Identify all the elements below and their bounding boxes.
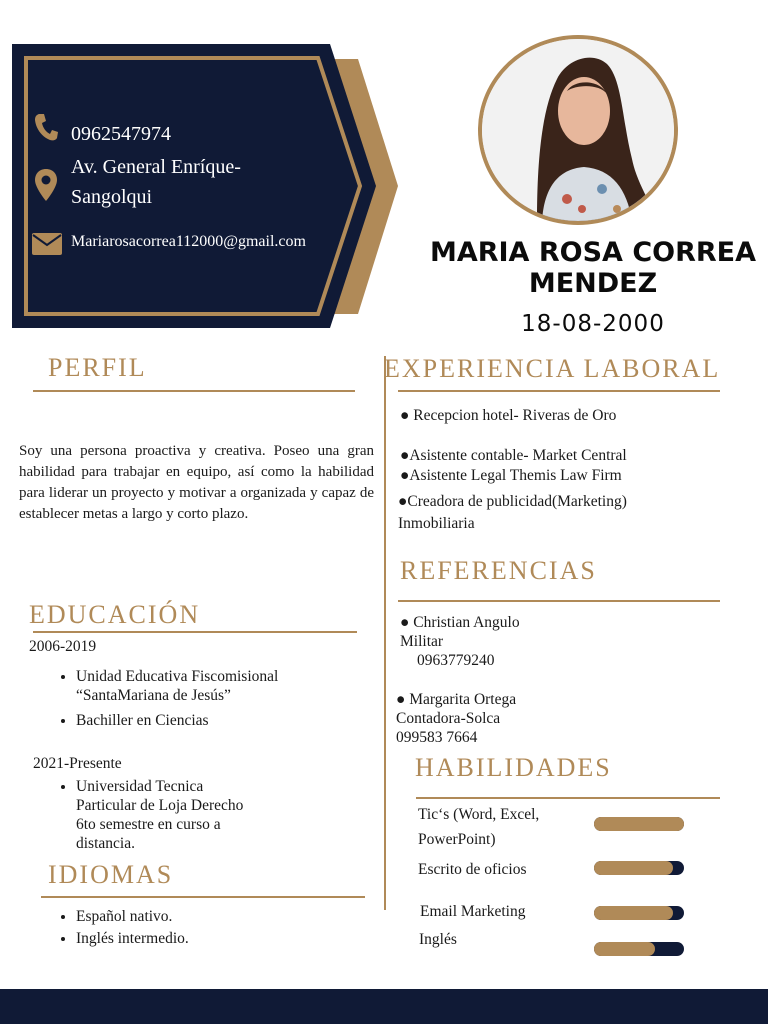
educacion-item: • Universidad Tecnica Particular de Loja Derecho 6to semestre en curso a distancia. [76,777,266,853]
perfil-rule [33,390,355,392]
email-text[interactable]: Mariarosacorrea112000@gmail.com [71,233,306,250]
skill-bar [594,942,684,956]
experiencia-item-1: ● Recepcion hotel- Riveras de Oro [400,407,617,424]
skill-bar-fill [594,906,673,920]
location-icon [34,168,58,206]
address-line-1: Av. General Enríque- [71,156,241,178]
phone-icon [34,112,58,146]
person-name [428,237,758,299]
reference-2-phone: 099583 7664 [396,729,478,746]
skill-bar [594,817,684,831]
habilidades-title: HABILIDADES [415,753,612,782]
educacion-rule [33,631,357,633]
skill-label-4: Inglés [419,931,457,948]
educacion-title: EDUCACIÓN [29,600,201,629]
address-line-2: Sangolqui [71,186,153,208]
experiencia-item-4: ●Creadora de publicidad(Marketing) Inmobiliaria [398,493,627,532]
educacion-period-2: 2021-Presente [33,755,122,772]
educacion-item: • Unidad Educativa Fiscomisional “SantaMariana de Jesús” [76,667,316,705]
experiencia-item-2: ●Asistente contable- Market Central [400,447,627,464]
educacion-period-1: 2006-2019 [29,638,97,655]
educacion-list-1 [58,667,316,730]
educacion-list-2 [58,777,266,853]
portrait-illustration [482,39,674,221]
phone-text: 0962547974 [71,123,171,145]
perfil-title: PERFIL [48,353,147,382]
skill-bar [594,861,684,875]
profile-photo [478,35,678,225]
column-divider [384,356,386,910]
contact-panel [12,44,402,329]
skill-bar-fill [594,861,673,875]
skill-label-1-line-2: PowerPoint) [418,831,496,848]
skill-label-1 [418,802,539,852]
reference-1-name: ● Christian Angulo [400,614,520,631]
experiencia-item-3: ●Asistente Legal Themis Law Firm [400,467,622,484]
reference-1-phone: 0963779240 [417,652,495,669]
experiencia-rule [398,390,720,392]
reference-2-name: ● Margarita Ortega [396,691,517,708]
reference-1-role: Militar [400,633,444,650]
skill-bar-fill [594,942,655,956]
skill-label-1-line-1: Tic‘s (Word, Excel, [418,806,540,823]
skill-label-2: Escrito de oficios [418,861,527,878]
referencias-title: REFERENCIAS [400,556,597,585]
perfil-text: Soy una persona proactiva y creativa. Poseo una gran habilidad para trabajar en equipo, así como la habilidad para liderar un proyecto y motivar a organizada y capaz de establecer metas a largo y corto plazo. [19,443,374,522]
referencias-rule [398,600,720,602]
idioma-item: • Inglés intermedio. [76,928,326,950]
idioma-item: • Español nativo. [76,906,326,928]
educacion-item: • Bachiller en Ciencias [76,711,316,730]
footer-band [0,989,768,1024]
mail-icon [32,233,62,259]
skill-label-3: Email Marketing [420,903,526,920]
idiomas-list [58,906,326,950]
birthdate: 18-08-2000 [521,311,665,337]
idiomas-title: IDIOMAS [48,860,174,889]
skill-bar [594,906,684,920]
skill-bar-fill [594,817,684,831]
experiencia-title: EXPERIENCIA LABORAL [384,354,721,383]
idiomas-rule [41,896,365,898]
reference-2-role: Contadora-Solca [396,710,501,727]
habilidades-rule [416,797,720,799]
address-text [71,152,241,212]
person-name-line-2: MENDEZ [528,268,658,299]
person-name-line-1: MARIA ROSA CORREA [429,237,757,268]
